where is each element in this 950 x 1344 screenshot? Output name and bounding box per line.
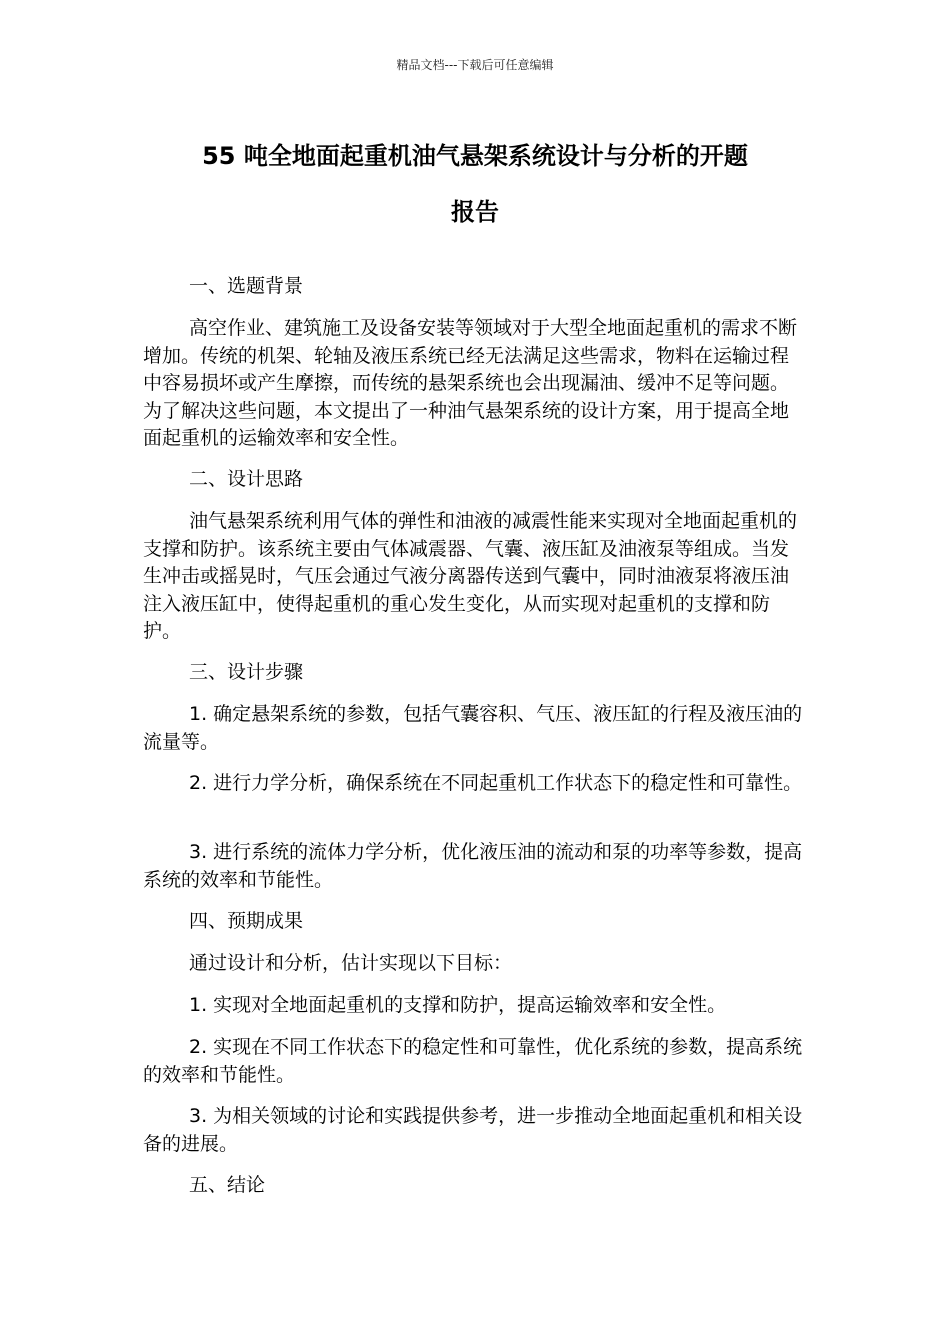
section-4-goal-2: 2. 实现在不同工作状态下的稳定性和可靠性，优化系统的参数，提高系统的效率和节能性。 (143, 1036, 803, 1086)
section-1-paragraph: 高空作业、建筑施工及设备安装等领域对于大型全地面起重机的需求不断增加。传统的机架、轮轴及液压系统已经无法满足这些需求，物料在运输过程中容易损坏或产生摩擦，而传统的悬架系统也会出现漏油、缓冲不足等问题。为了解决这些问题，本文提出了一种油气悬架系统的设计方案，用于提高全地面起重机的运输效率和安全性。 (143, 317, 798, 449)
section-3-heading: 三、设计步骤 (189, 661, 304, 683)
section-3-step-2: 2. 进行力学分析，确保系统在不同起重机工作状态下的稳定性和可靠性。 (189, 772, 803, 794)
section-4-goal-3: 3. 为相关领域的讨论和实践提供参考，进一步推动全地面起重机和相关设备的进展。 (143, 1105, 803, 1155)
header-note: 精品文档---下载后可任意编辑 (396, 58, 554, 72)
section-4-intro: 通过设计和分析，估计实现以下目标： (189, 952, 513, 974)
document-title-line-2: 报告 (451, 198, 499, 226)
section-5-heading: 五、结论 (189, 1174, 266, 1196)
document-title-line-1: 55 吨全地面起重机油气悬架系统设计与分析的开题 (202, 142, 748, 170)
section-3-step-3: 3. 进行系统的流体力学分析，优化液压油的流动和泵的功率等参数，提高系统的效率和节能性。 (143, 841, 803, 891)
section-4-goal-1: 1. 实现对全地面起重机的支撑和防护，提高运输效率和安全性。 (189, 994, 727, 1016)
section-3-step-1: 1. 确定悬架系统的参数，包括气囊容积、气压、液压缸的行程及液压油的流量等。 (143, 703, 803, 753)
section-1-heading: 一、选题背景 (189, 275, 304, 297)
section-2-paragraph: 油气悬架系统利用气体的弹性和油液的减震性能来实现对全地面起重机的支撑和防护。该系统主要由气体减震器、气囊、液压缸及油液泵等组成。当发生冲击或摇晃时，气压会通过气液分离器传送到气囊中，同时油液泵将液压油注入液压缸中，使得起重机的重心发生变化，从而实现对起重机的支撑和防护。 (143, 510, 798, 642)
section-2-heading: 二、设计思路 (189, 468, 304, 490)
section-4-heading: 四、预期成果 (189, 910, 304, 932)
